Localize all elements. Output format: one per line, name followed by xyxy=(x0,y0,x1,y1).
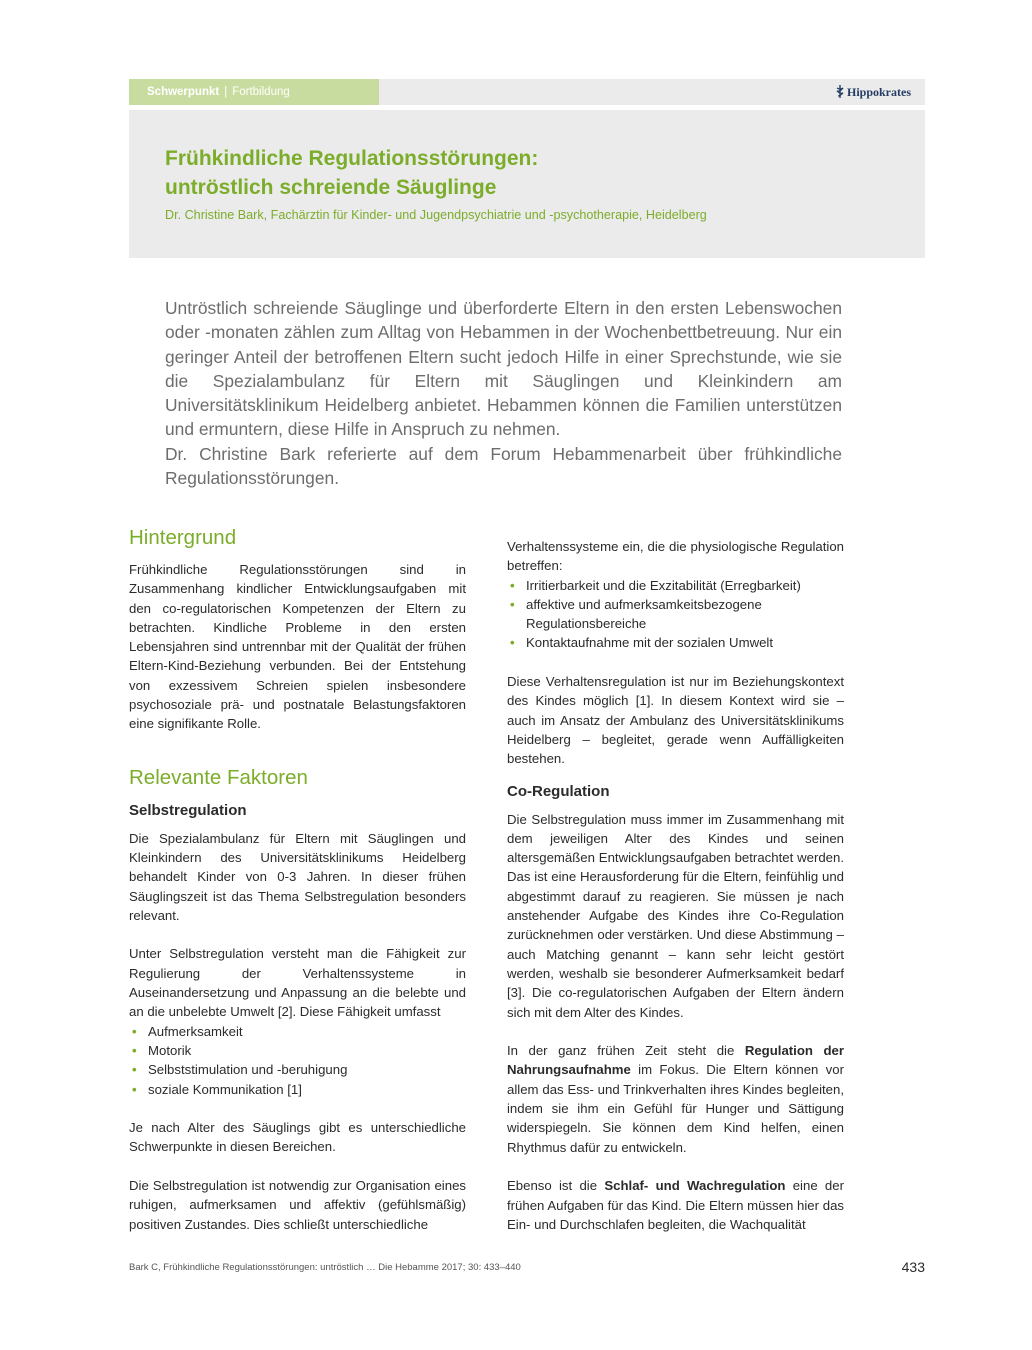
paragraph: Diese Verhaltensregulation ist nur im Beziehungskontext des Kindes möglich [1]. In diesem Kontext wird sie – auch im Ansatz der Ambulanz des Universitätsklinikums Heidelberg – begleitet, gerade wenn Auffälligkeiten bestehen. xyxy=(507,674,844,767)
article-abstract xyxy=(165,296,842,490)
text-run: eine der frühen Aufgaben für das Kind. Die Eltern müssen hier das Ein- und Durchschlafen begleiten, die Wachqualität xyxy=(507,1178,844,1232)
paragraph: Unter Selbstregulation versteht man die Fähigkeit zur Regulierung der Verhaltenssysteme in Auseinandersetzung und Anpassung an die belebte und an die unbelebte Umwelt [2]. Diese Fähigkeit umfasst xyxy=(129,946,466,1020)
abstract-paragraph: Dr. Christine Bark referierte auf dem Forum Hebammenarbeit über frühkindliche Regulationsstörungen. xyxy=(165,443,842,489)
section-separator: | xyxy=(224,86,228,98)
emphasis: Schlaf- und Wachregulation xyxy=(604,1178,786,1194)
paragraph: Je nach Alter des Säuglings gibt es unterschiedliche Schwerpunkte in diesen Bereichen. xyxy=(129,1120,466,1155)
article-title xyxy=(165,144,865,202)
page-number: 433 xyxy=(901,1259,925,1275)
paragraph: Die Selbstregulation ist notwendig zur Organisation eines ruhigen, aufmerksamen und affektiv (gefühlsmäßig) positiven Zustandes. Dies schließt unterschiedliche xyxy=(129,1178,466,1232)
publisher-logo xyxy=(835,79,911,105)
text-run: Ebenso ist die xyxy=(507,1178,605,1194)
footer-citation: Bark C, Frühkindliche Regulationsstörungen: untröstlich … Die Hebamme 2017; 30: 433–440 xyxy=(129,1262,521,1273)
bullet-list xyxy=(507,576,844,653)
paragraph: Die Selbstregulation muss immer im Zusammenhang mit dem jeweiligen Alter des Kindes und seinen altersgemäßen Entwicklungsaufgaben betrachtet werden. Das ist eine Herausforderung für die Eltern, feinfühlig und abgestimmt darauf zu reagieren. Sie müssen je nach anstehender Aufgabe des Kindes ihre Co-Regulation zurücknehmen oder verstärken. Und diese Abstimmung – auch Matching genannt – kann sehr leicht gestört werden, weshalb sie besonderer Aufmerksamkeit bedarf [3]. Die co-regulatorischen Aufgaben der Eltern ändern sich mit dem Alter des Kindes. xyxy=(507,811,844,1020)
bullet-list xyxy=(129,1022,466,1099)
list-item: • Selbststimulation und -beruhigung xyxy=(129,1060,466,1079)
section-label: Schwerpunkt xyxy=(147,86,220,98)
list-item: • Motorik xyxy=(129,1041,466,1060)
list-item: • soziale Kommunikation [1] xyxy=(129,1080,466,1099)
paragraph: Verhaltenssysteme ein, die die physiologische Regulation betreffen: xyxy=(507,539,844,574)
section-tag xyxy=(129,79,379,105)
text-run: In der ganz frühen Zeit steht die xyxy=(507,1043,745,1059)
paragraph: Die Spezialambulanz für Eltern mit Säuglingen und Kleinkindern des Universitätsklinikums Heidelberg behandelt Kinder von 0-3 Jahren. In dieser frühen Säuglingszeit ist das Thema Selbstregulation besonders relevant. xyxy=(129,830,466,923)
text-run: im Fokus. Die Eltern können vor allem das Ess- und Trinkverhalten ihres Kindes begleiten, indem sie ihm ein Gefühl für Hunger und Sättigung widerspiegeln. Sie können dem Kind helfen, einen Rhythmus dafür zu entwickeln. xyxy=(507,1062,844,1155)
title-line-2: untröstlich schreiende Säuglinge xyxy=(165,176,497,199)
heading-relevante-faktoren: Relevante Faktoren xyxy=(129,765,308,789)
subheading-selbstregulation: Selbstregulation xyxy=(129,801,247,819)
subsection-label: Fortbildung xyxy=(232,86,290,98)
list-item: • Irritierbarkeit und die Exzitabilität (Erregbarkeit) xyxy=(507,576,844,595)
subheading-co-regulation: Co-Regulation xyxy=(507,782,610,800)
abstract-paragraph: Untröstlich schreiende Säuglinge und überforderte Eltern in den ersten Lebenswochen oder -monaten zählen zum Alltag von Hebammen in der Wochenbettbetreuung. Nur ein geringer Anteil der betroffenen Eltern sucht jedoch Hilfe in einer Sprechstunde, wie sie die Spezialambulanz für Eltern mit Säuglingen und Kleinkindern am Universitätsklinikum Heidelberg anbietet. Hebammen können die Familien unterstützen und ermuntern, diese Hilfe in Anspruch zu nehmen. xyxy=(165,298,842,440)
list-item: • Kontaktaufnahme mit der sozialen Umwelt xyxy=(507,633,844,652)
paragraph xyxy=(507,1176,844,1234)
journal-header-bar xyxy=(129,79,925,105)
publisher-name: Hippokrates xyxy=(846,85,911,99)
title-line-1: Frühkindliche Regulationsstörungen: xyxy=(165,147,539,170)
left-column xyxy=(129,524,466,1234)
list-item: • Aufmerksamkeit xyxy=(129,1022,466,1041)
author-line: Dr. Christine Bark, Fachärztin für Kinder- und Jugendpsychiatrie und -psychotherapie, Heidelberg xyxy=(165,208,707,222)
paragraph: Frühkindliche Regulationsstörungen sind in Zusammenhang kindlicher Entwicklungsaufgaben mit den co-regulatorischen Kompetenzen der Eltern zu betrachten. Kindliche Probleme in den ersten Lebensjahren sind untrennbar mit der Qualität der frühen Eltern-Kind-Beziehung verbunden. Bei der Entstehung von exzessivem Schreien spielen insbesondere psychosoziale prä- und postnatale Belastungsfaktoren eine signifikante Rolle. xyxy=(129,562,466,732)
heading-hintergrund: Hintergrund xyxy=(129,526,237,549)
emphasis: Regulation der Nahrungsaufnahme xyxy=(507,1043,844,1078)
title-box xyxy=(129,110,925,258)
hippokrates-emblem-icon xyxy=(835,85,845,98)
right-column xyxy=(507,537,844,1234)
list-item: • affektive und aufmerksamkeitsbezogene Regulationsbereiche xyxy=(507,595,844,634)
paragraph xyxy=(507,1041,844,1157)
